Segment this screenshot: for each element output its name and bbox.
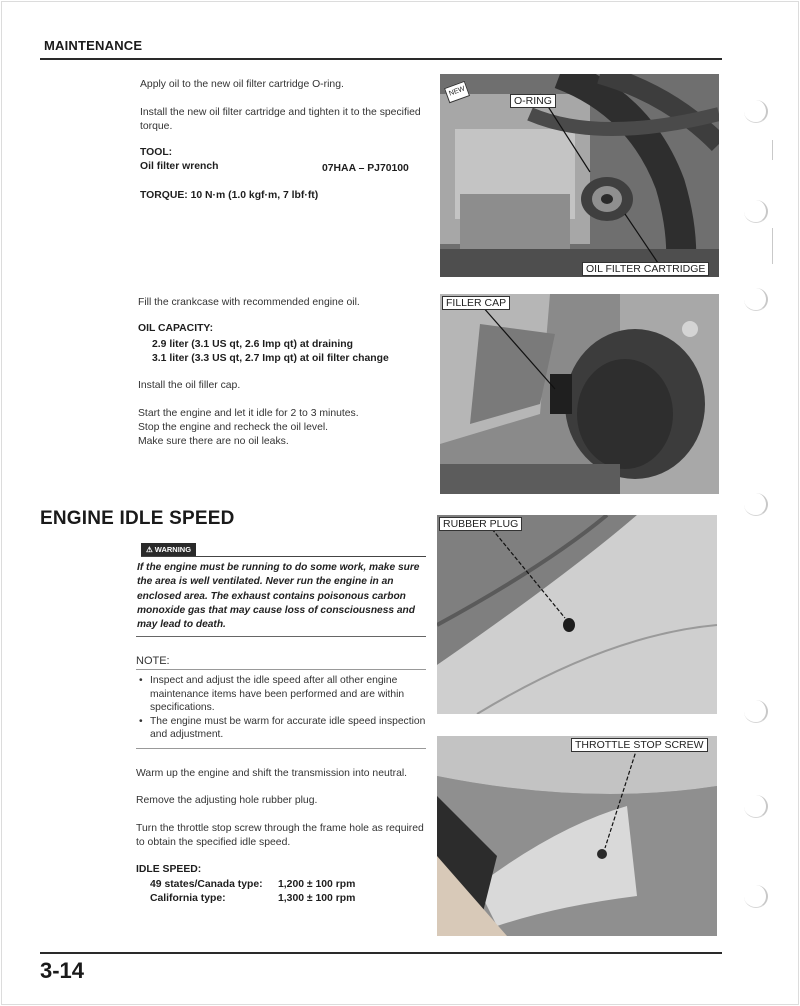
idle-spec-1-label: 49 states/Canada type: <box>150 879 263 890</box>
oil-capacity-line-2: 3.1 liter (3.3 US qt, 2.7 Imp qt) at oil filter change <box>152 353 389 364</box>
binder-ring-mark <box>744 100 768 123</box>
idle-spec-2-value: 1,300 ± 100 rpm <box>278 893 356 904</box>
tool-number: 07HAA – PJ70100 <box>322 163 409 174</box>
note-rule <box>136 669 426 670</box>
rubber-plug-label: RUBBER PLUG <box>439 517 522 531</box>
warning-text: If the engine must be running to do some work, make sure the area is well ventilated. Never run the engine in an enclosed area. The exhaust contains poisonous carbon monoxide gas that may cause loss of consciousness and may lead to death. <box>137 562 420 631</box>
idle-spec-1-value: 1,200 ± 100 rpm <box>278 879 356 890</box>
oil-capacity-heading: OIL CAPACITY: <box>138 323 214 334</box>
throttle-stop-screw-label: THROTTLE STOP SCREW <box>571 738 708 752</box>
idle-speed-heading: IDLE SPEED: <box>136 864 202 875</box>
page-number: 3-14 <box>40 958 85 983</box>
warning-rule <box>141 556 426 557</box>
filler-cap-illustration <box>440 294 719 494</box>
torque-spec: TORQUE: 10 N·m (1.0 kgf·m, 7 lbf·ft) <box>140 190 319 201</box>
binder-ring-mark <box>744 700 768 723</box>
idle-spec-2-label: California type: <box>150 893 226 904</box>
oil-filter-cartridge-label: OIL FILTER CARTRIDGE <box>582 262 709 276</box>
oil-filter-photo <box>440 74 719 277</box>
filler-cap-label: FILLER CAP <box>442 296 510 310</box>
binder-tick <box>772 228 773 264</box>
binder-tick <box>772 140 773 160</box>
oil-fill-step-3-line-1: Start the engine and let it idle for 2 to 3 minutes. <box>138 408 359 419</box>
rubber-plug-photo <box>437 515 717 714</box>
throttle-stop-screw-illustration <box>437 736 717 936</box>
rubber-plug-illustration <box>437 515 717 714</box>
binder-ring-mark <box>744 200 768 223</box>
o-ring-label: O-RING <box>510 94 556 108</box>
binder-ring-mark <box>744 885 768 908</box>
tool-name: Oil filter wrench <box>140 161 219 172</box>
idle-step-1-line-2: Remove the adjusting hole rubber plug. <box>136 795 318 806</box>
binder-ring-mark <box>744 795 768 818</box>
warning-bottom-rule <box>136 636 426 637</box>
throttle-stop-screw-photo <box>437 736 717 936</box>
oil-fill-step-3-line-2: Stop the engine and recheck the oil level. <box>138 422 329 433</box>
note-bottom-rule <box>136 748 426 749</box>
oil-filter-illustration <box>440 74 719 277</box>
oil-filter-step-2: Install the new oil filter cartridge and tighten it to the specified torque. <box>140 107 421 132</box>
section-header: MAINTENANCE <box>44 38 143 53</box>
filler-cap-photo <box>440 294 719 494</box>
footer-rule <box>40 952 722 954</box>
header-rule <box>40 58 722 60</box>
oil-fill-step-3-line-3: Make sure there are no oil leaks. <box>138 436 289 447</box>
note-heading: NOTE: <box>136 655 170 667</box>
binder-ring-mark <box>744 493 768 516</box>
oil-capacity-line-1: 2.9 liter (3.1 US qt, 2.6 Imp qt) at draining <box>152 339 353 350</box>
idle-step-1-line-1: Warm up the engine and shift the transmission into neutral. <box>136 768 408 779</box>
warning-badge: ⚠ WARNING <box>141 543 196 557</box>
tool-heading: TOOL: <box>140 147 173 158</box>
idle-step-2: Turn the throttle stop screw through the frame hole as required to obtain the specified idle speed. <box>136 823 424 848</box>
note-list <box>136 674 426 742</box>
binder-ring-mark <box>744 288 768 311</box>
oil-fill-step-2: Install the oil filler cap. <box>138 380 241 391</box>
oil-filter-step-1: Apply oil to the new oil filter cartridge O-ring. <box>140 79 344 90</box>
new-part-tag: NEW <box>444 81 470 104</box>
note-item: • The engine must be warm for accurate idle speed inspection and adjustment. <box>136 715 426 742</box>
oil-fill-step-1: Fill the crankcase with recommended engine oil. <box>138 297 360 308</box>
engine-idle-speed-title: ENGINE IDLE SPEED <box>40 508 235 529</box>
note-item: • Inspect and adjust the idle speed after all other engine maintenance items have been performed and are within specifications. <box>136 674 426 715</box>
